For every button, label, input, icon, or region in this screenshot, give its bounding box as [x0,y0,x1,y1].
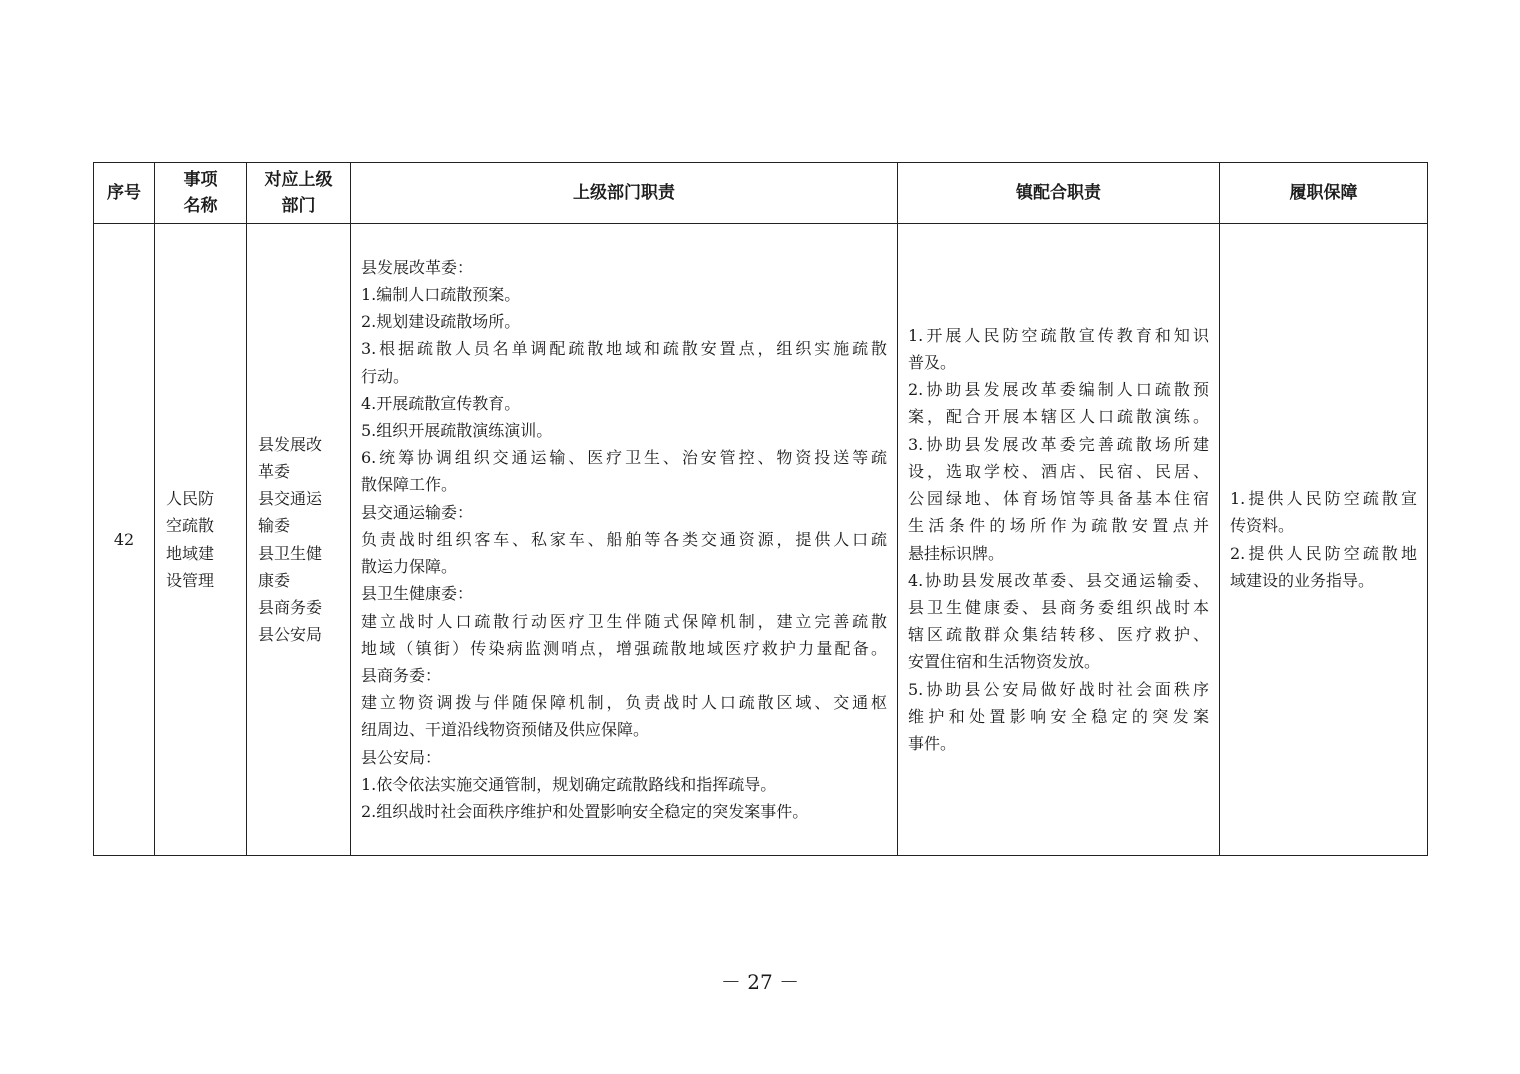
table-row [94,224,1428,856]
header-upper-dept: 对应上级 部门 [247,163,351,224]
header-upper-duties: 上级部门职责 [351,163,898,224]
cell-upper-dept: 县发展改 革委 县交通运 输委 县卫生健 康委 县商务委 县公安局 [247,224,351,856]
page-number: － 27 － [720,970,800,994]
duty-table [93,162,1428,856]
cell-upper-duties: 县发展改革委： 1.编制人口疏散预案。 2.规划建设疏散场所。 3.根据疏散人员名单调配疏散地域和疏散安置点，组织实施疏散 行动。 4.开展疏散宣传教育。 5.组织开展疏散演练演训。 6.统筹协调组织交通运输、医疗卫生、治安管控、物资投送等疏 散保障工作。 县交通运输委： 负责战时组织客车、私家车、船舶等各类交通资源，提供人口疏 散运力保障。 县卫生健康委： 建立战时人口疏散行动医疗卫生伴随式保障机制，建立完善疏散 地域（镇街）传染病监测哨点，增强疏散地域医疗救护力量配备。 县商务委： 建立物资调拨与伴随保障机制，负责战时人口疏散区域、交通枢 纽周边、干道沿线物资预储及供应保障。 县公安局： 1.依令依法实施交通管制，规划确定疏散路线和指挥疏导。 2.组织战时社会面秩序维护和处置影响安全稳定的突发案事件。 [351,224,898,856]
cell-seq: 42 [94,224,155,856]
header-row [94,163,1428,224]
cell-town-duties: 1.开展人民防空疏散宣传教育和知识 普及。 2.协助县发展改革委编制人口疏散预 案，配合开展本辖区人口疏散演练。 3.协助县发展改革委完善疏散场所建 设，选取学校、酒店、民宿、民居、 公园绿地、体育场馆等具备基本住宿 生活条件的场所作为疏散安置点并 悬挂标识牌。 4.协助县发展改革委、县交通运输委、 县卫生健康委、县商务委组织战时本 辖区疏散群众集结转移、医疗救护、 安置住宿和生活物资发放。 5.协助县公安局做好战时社会面秩序 维护和处置影响安全稳定的突发案 事件。 [898,224,1220,856]
cell-item-name: 人民防 空疏散 地域建 设管理 [155,224,247,856]
cell-guarantee: 1.提供人民防空疏散宣 传资料。 2.提供人民防空疏散地 域建设的业务指导。 [1220,224,1428,856]
header-town-duties: 镇配合职责 [898,163,1220,224]
header-guarantee: 履职保障 [1220,163,1428,224]
header-item-name: 事项 名称 [155,163,247,224]
header-seq: 序号 [94,163,155,224]
